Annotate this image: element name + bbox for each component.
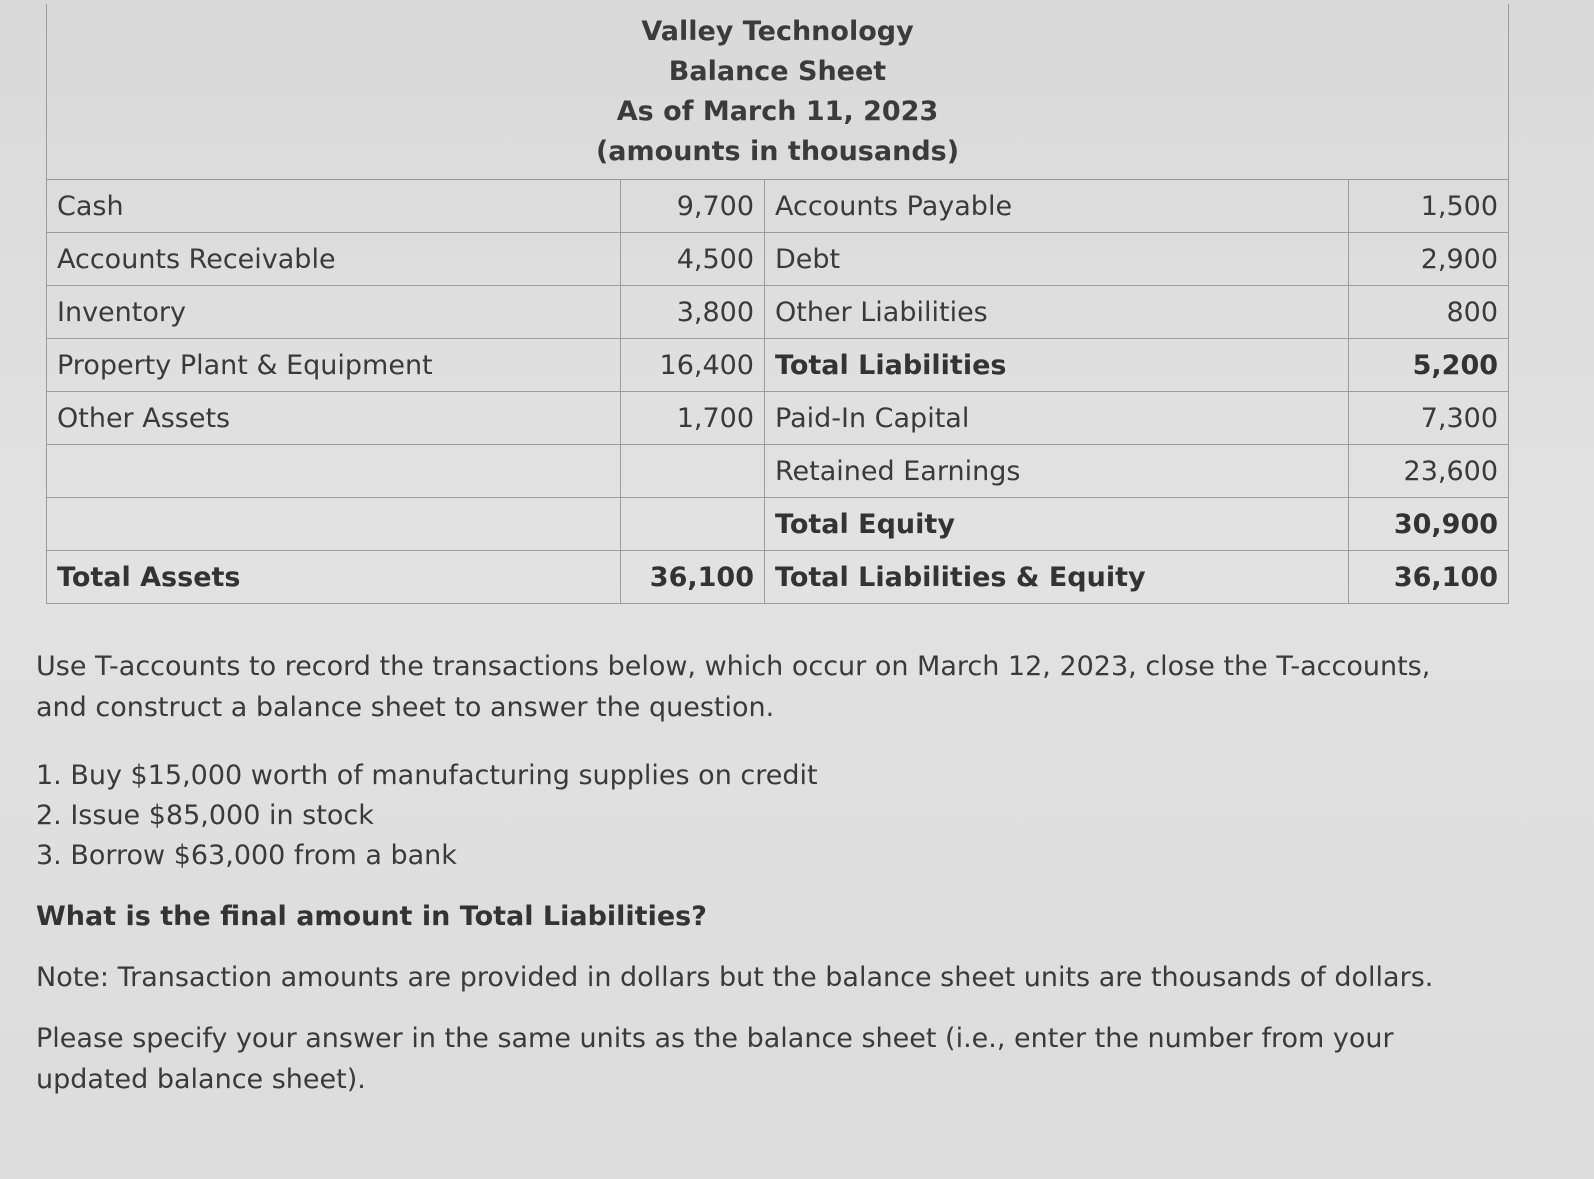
table-row	[47, 498, 1509, 551]
liability-label: Other Liabilities	[765, 286, 1349, 339]
total-liabilities-equity-value: 36,100	[1349, 551, 1509, 604]
equity-value: 23,600	[1349, 445, 1509, 498]
table-row	[47, 392, 1509, 445]
question-content	[36, 646, 1456, 1100]
balance-sheet-table	[46, 4, 1509, 604]
asset-value	[621, 498, 765, 551]
asset-label: Accounts Receivable	[47, 233, 621, 286]
statement-date: As of March 11, 2023	[616, 96, 939, 127]
asset-label: Property Plant & Equipment	[47, 339, 621, 392]
asset-value: 9,700	[621, 180, 765, 233]
table-row	[47, 233, 1509, 286]
table-row	[47, 339, 1509, 392]
equity-label: Retained Earnings	[765, 445, 1349, 498]
total-liabilities-label: Total Liabilities	[765, 339, 1349, 392]
answer-instruction: Please specify your answer in the same units as the balance sheet (i.e., enter the number from your updated balance sheet).	[36, 1023, 1394, 1095]
company-name: Valley Technology	[641, 16, 914, 47]
total-assets-value: 36,100	[621, 551, 765, 604]
liability-value: 800	[1349, 286, 1509, 339]
list-item: 1. Buy $15,000 worth of manufacturing supplies on credit	[36, 760, 818, 791]
liability-label: Debt	[765, 233, 1349, 286]
transaction-list	[36, 756, 1456, 876]
table-row	[47, 286, 1509, 339]
equity-label: Paid-In Capital	[765, 392, 1349, 445]
total-equity-value: 30,900	[1349, 498, 1509, 551]
asset-label	[47, 445, 621, 498]
asset-value	[621, 445, 765, 498]
asset-label: Cash	[47, 180, 621, 233]
total-assets-label: Total Assets	[47, 551, 621, 604]
table-row	[47, 551, 1509, 604]
header-row	[47, 5, 1509, 180]
table-row	[47, 180, 1509, 233]
asset-label	[47, 498, 621, 551]
total-liabilities-value: 5,200	[1349, 339, 1509, 392]
total-liabilities-equity-label: Total Liabilities & Equity	[765, 551, 1349, 604]
equity-value: 7,300	[1349, 392, 1509, 445]
total-equity-label: Total Equity	[765, 498, 1349, 551]
asset-value: 1,700	[621, 392, 765, 445]
list-item: 2. Issue $85,000 in stock	[36, 800, 374, 831]
liability-value: 2,900	[1349, 233, 1509, 286]
question-ask: What is the final amount in Total Liabilities?	[36, 901, 707, 932]
asset-value: 16,400	[621, 339, 765, 392]
asset-label: Other Assets	[47, 392, 621, 445]
units-note: Note: Transaction amounts are provided in dollars but the balance sheet units are thousands of dollars.	[36, 962, 1434, 993]
statement-units: (amounts in thousands)	[595, 136, 960, 167]
liability-label: Accounts Payable	[765, 180, 1349, 233]
sheet-header	[47, 5, 1509, 180]
list-item: 3. Borrow $63,000 from a bank	[36, 840, 457, 871]
asset-label: Inventory	[47, 286, 621, 339]
table-row	[47, 445, 1509, 498]
question-prompt: Use T-accounts to record the transactions below, which occur on March 12, 2023, close the T-accounts, and construct a balance sheet to answer the question.	[36, 651, 1431, 723]
asset-value: 4,500	[621, 233, 765, 286]
asset-value: 3,800	[621, 286, 765, 339]
statement-title: Balance Sheet	[668, 56, 887, 87]
liability-value: 1,500	[1349, 180, 1509, 233]
